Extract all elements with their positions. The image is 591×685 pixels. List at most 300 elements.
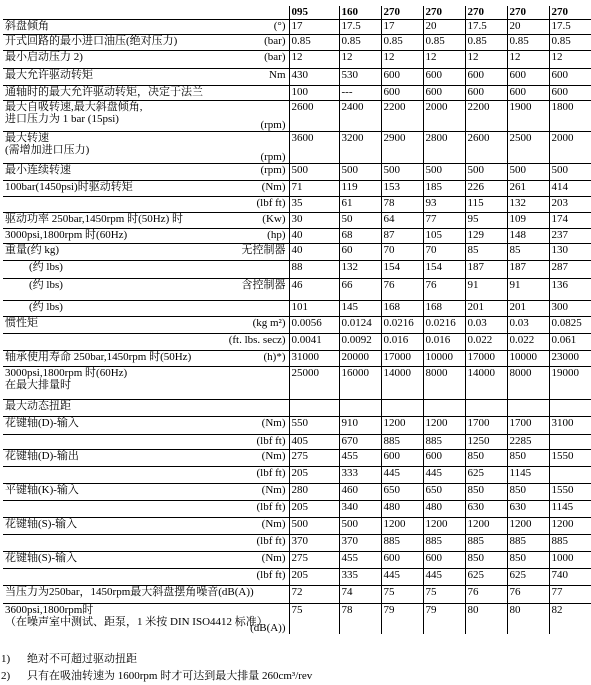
value-cell: 0.85 xyxy=(507,34,549,50)
value-cell: 885 xyxy=(507,534,549,551)
value-cell: 17.5 xyxy=(549,19,591,34)
value-cell: 14000 xyxy=(465,366,507,399)
value-cell: 600 xyxy=(381,449,423,466)
value-cell: 275 xyxy=(289,449,339,466)
row-unit: (lbf ft) xyxy=(256,534,286,547)
row-unit: 无控制器 xyxy=(241,243,286,256)
table-row xyxy=(3,228,591,243)
footnote-text: 绝对不可超过驱动扭距 xyxy=(27,653,137,665)
value-cell: 12 xyxy=(381,50,423,68)
value-cell: 0.061 xyxy=(549,333,591,350)
table-header-row xyxy=(3,6,591,19)
value-cell: 71 xyxy=(289,180,339,196)
value-cell: 136 xyxy=(549,278,591,300)
value-cell: 10000 xyxy=(423,350,465,366)
value-cell: 0.0092 xyxy=(339,333,381,350)
value-cell: 600 xyxy=(549,85,591,100)
value-cell: 0.03 xyxy=(465,316,507,333)
value-cell: 1145 xyxy=(507,466,549,483)
value-cell: 145 xyxy=(339,300,381,316)
value-cell: 132 xyxy=(507,196,549,212)
value-cell xyxy=(507,399,549,416)
value-cell: 0.85 xyxy=(289,34,339,50)
table-row xyxy=(3,350,591,366)
row-unit: (Nm) xyxy=(261,180,286,193)
value-cell: 600 xyxy=(423,68,465,85)
row-label: (约 lbs) xyxy=(29,260,63,273)
row-label: (约 lbs) xyxy=(29,300,63,313)
value-cell: 77 xyxy=(549,585,591,603)
row-label: 最大转速 (需增加进口压力) xyxy=(5,131,90,156)
row-label-cell xyxy=(3,163,289,180)
value-cell: 650 xyxy=(423,483,465,500)
row-label-cell xyxy=(3,551,289,568)
value-cell: 850 xyxy=(465,551,507,568)
row-label: 重量(约 kg) xyxy=(5,243,60,256)
value-cell: 76 xyxy=(465,585,507,603)
value-cell: 12 xyxy=(507,50,549,68)
value-cell: 72 xyxy=(289,585,339,603)
row-label-cell xyxy=(3,19,289,34)
value-cell: 75 xyxy=(289,603,339,634)
value-cell: 0.022 xyxy=(507,333,549,350)
table-row xyxy=(3,551,591,568)
table-row xyxy=(3,212,591,228)
value-cell: 17.5 xyxy=(465,19,507,34)
row-label-cell xyxy=(3,483,289,500)
row-label-cell xyxy=(3,50,289,68)
value-cell: 60 xyxy=(339,243,381,260)
table-row xyxy=(3,416,591,434)
model-header: 270 xyxy=(549,6,591,19)
row-label-cell xyxy=(3,196,289,212)
footnotes xyxy=(0,651,591,685)
value-cell: 129 xyxy=(465,228,507,243)
value-cell: 185 xyxy=(423,180,465,196)
row-label-cell xyxy=(3,278,289,300)
value-cell: 630 xyxy=(507,500,549,517)
row-label-cell xyxy=(3,131,289,163)
value-cell: 100 xyxy=(289,85,339,100)
value-cell: 75 xyxy=(381,585,423,603)
value-cell: 87 xyxy=(381,228,423,243)
row-label: 斜盘倾角 xyxy=(5,19,49,32)
value-cell: 78 xyxy=(339,603,381,634)
row-label-cell xyxy=(3,350,289,366)
table-row xyxy=(3,534,591,551)
value-cell: 237 xyxy=(549,228,591,243)
value-cell: 23000 xyxy=(549,350,591,366)
value-cell: 500 xyxy=(289,517,339,534)
value-cell xyxy=(423,399,465,416)
value-cell: 0.85 xyxy=(381,34,423,50)
value-cell: 2600 xyxy=(465,131,507,163)
row-unit: (Nm) xyxy=(261,449,286,462)
value-cell: 12 xyxy=(549,50,591,68)
value-cell: 88 xyxy=(289,260,339,278)
value-cell: 1200 xyxy=(381,517,423,534)
value-cell: 70 xyxy=(381,243,423,260)
row-unit: (lbf ft) xyxy=(256,466,286,479)
row-unit: (rpm) xyxy=(260,118,286,131)
value-cell: 2000 xyxy=(549,131,591,163)
value-cell: 154 xyxy=(381,260,423,278)
row-label: 最大允许驱动转矩 xyxy=(5,68,93,81)
row-label-cell xyxy=(3,243,289,260)
table-row xyxy=(3,34,591,50)
table-row xyxy=(3,68,591,85)
value-cell: 445 xyxy=(381,568,423,585)
value-cell: 910 xyxy=(339,416,381,434)
value-cell: 455 xyxy=(339,551,381,568)
value-cell: 25000 xyxy=(289,366,339,399)
value-cell: 68 xyxy=(339,228,381,243)
value-cell: 500 xyxy=(339,163,381,180)
value-cell: 455 xyxy=(339,449,381,466)
value-cell: 885 xyxy=(381,534,423,551)
row-label-cell xyxy=(3,534,289,551)
row-label-cell xyxy=(3,333,289,350)
value-cell: 75 xyxy=(423,585,465,603)
value-cell xyxy=(549,466,591,483)
value-cell: 670 xyxy=(339,434,381,449)
value-cell: 600 xyxy=(423,551,465,568)
value-cell: 430 xyxy=(289,68,339,85)
value-cell: 0.85 xyxy=(549,34,591,50)
value-cell: 1200 xyxy=(381,416,423,434)
table-row xyxy=(3,100,591,131)
row-unit: (Nm) xyxy=(261,483,286,496)
value-cell: 0.85 xyxy=(465,34,507,50)
footnote-text: 只有在吸油转速为 1600rpm 时才可达到最大排量 260cm³/rev xyxy=(27,670,313,682)
table-row xyxy=(3,180,591,196)
value-cell: 850 xyxy=(465,449,507,466)
value-cell: 77 xyxy=(423,212,465,228)
value-cell: 0.0216 xyxy=(381,316,423,333)
value-cell: 0.0041 xyxy=(289,333,339,350)
value-cell: 885 xyxy=(423,434,465,449)
row-label-cell xyxy=(3,260,289,278)
value-cell: 850 xyxy=(507,483,549,500)
row-label: 惯性矩 xyxy=(5,316,38,329)
value-cell: 0.016 xyxy=(423,333,465,350)
value-cell: 10000 xyxy=(507,350,549,366)
value-cell: 405 xyxy=(289,434,339,449)
row-label-cell xyxy=(3,517,289,534)
value-cell: 650 xyxy=(381,483,423,500)
row-unit: (kg m²) xyxy=(252,316,286,329)
row-label-cell xyxy=(3,366,289,399)
row-unit: (°) xyxy=(273,19,286,32)
value-cell: 8000 xyxy=(507,366,549,399)
value-cell: 600 xyxy=(423,449,465,466)
value-cell: 115 xyxy=(465,196,507,212)
model-header: 270 xyxy=(465,6,507,19)
value-cell: 600 xyxy=(549,68,591,85)
value-cell: 17 xyxy=(381,19,423,34)
row-label-cell xyxy=(3,585,289,603)
value-cell xyxy=(289,399,339,416)
value-cell xyxy=(381,399,423,416)
value-cell: 0.03 xyxy=(507,316,549,333)
table-row xyxy=(3,483,591,500)
value-cell: 40 xyxy=(289,228,339,243)
row-unit: (hp) xyxy=(267,228,286,241)
value-cell: 2500 xyxy=(507,131,549,163)
row-unit: (h)*) xyxy=(263,350,286,363)
model-header: 270 xyxy=(423,6,465,19)
table-row xyxy=(3,50,591,68)
value-cell: 445 xyxy=(381,466,423,483)
value-cell: 1550 xyxy=(549,449,591,466)
value-cell: 226 xyxy=(465,180,507,196)
table-row xyxy=(3,517,591,534)
row-label: 最大自吸转速,最大斜盘倾角, 进口压力为 1 bar (15psi) xyxy=(5,100,143,125)
value-cell: 2600 xyxy=(289,100,339,131)
value-cell: 74 xyxy=(339,585,381,603)
value-cell xyxy=(549,434,591,449)
row-unit: (bar) xyxy=(264,34,286,47)
value-cell: 500 xyxy=(465,163,507,180)
value-cell: 19000 xyxy=(549,366,591,399)
row-label: 平键轴(K)-输入 xyxy=(5,483,79,496)
table-row xyxy=(3,585,591,603)
row-label-cell xyxy=(3,500,289,517)
value-cell: 600 xyxy=(507,68,549,85)
value-cell: 50 xyxy=(339,212,381,228)
row-label: 100bar(1450psi)时驱动转矩 xyxy=(5,180,133,193)
row-label: 花键轴(D)-输入 xyxy=(5,416,79,429)
value-cell: 1900 xyxy=(507,100,549,131)
value-cell: --- xyxy=(339,85,381,100)
value-cell: 148 xyxy=(507,228,549,243)
value-cell: 95 xyxy=(465,212,507,228)
row-label: 最小启动压力 2) xyxy=(5,50,83,63)
row-unit: (Nm) xyxy=(261,551,286,564)
value-cell: 1145 xyxy=(549,500,591,517)
footnote-number: 2) xyxy=(1,670,11,682)
row-label-cell xyxy=(3,399,289,416)
row-label-cell xyxy=(3,466,289,483)
value-cell: 168 xyxy=(381,300,423,316)
value-cell: 153 xyxy=(381,180,423,196)
table-row xyxy=(3,333,591,350)
table-row xyxy=(3,163,591,180)
value-cell: 12 xyxy=(465,50,507,68)
table-row xyxy=(3,603,591,634)
value-cell: 2200 xyxy=(465,100,507,131)
value-cell: 187 xyxy=(507,260,549,278)
value-cell: 0.022 xyxy=(465,333,507,350)
value-cell xyxy=(465,399,507,416)
row-label-cell xyxy=(3,180,289,196)
row-label-cell xyxy=(3,34,289,50)
value-cell: 205 xyxy=(289,568,339,585)
value-cell: 203 xyxy=(549,196,591,212)
value-cell: 119 xyxy=(339,180,381,196)
row-unit: (Nm) xyxy=(261,517,286,530)
value-cell: 480 xyxy=(423,500,465,517)
value-cell: 287 xyxy=(549,260,591,278)
row-label-cell xyxy=(3,603,289,634)
value-cell: 35 xyxy=(289,196,339,212)
value-cell: 300 xyxy=(549,300,591,316)
table-row xyxy=(3,434,591,449)
value-cell: 0.85 xyxy=(339,34,381,50)
row-label: 3000psi,1800rpm 时(60Hz) 在最大排量时 xyxy=(5,366,128,391)
value-cell: 850 xyxy=(465,483,507,500)
value-cell: 500 xyxy=(339,517,381,534)
model-header: 095 xyxy=(289,6,339,19)
row-label-cell xyxy=(3,68,289,85)
value-cell: 500 xyxy=(289,163,339,180)
value-cell: 0.0825 xyxy=(549,316,591,333)
table-row xyxy=(3,466,591,483)
value-cell: 261 xyxy=(507,180,549,196)
value-cell: 625 xyxy=(465,466,507,483)
value-cell: 1800 xyxy=(549,100,591,131)
value-cell: 80 xyxy=(507,603,549,634)
spec-table xyxy=(3,6,591,634)
value-cell: 101 xyxy=(289,300,339,316)
row-label-cell xyxy=(3,416,289,434)
value-cell: 0.016 xyxy=(381,333,423,350)
value-cell: 280 xyxy=(289,483,339,500)
model-header: 270 xyxy=(507,6,549,19)
value-cell: 1700 xyxy=(465,416,507,434)
value-cell: 460 xyxy=(339,483,381,500)
table-row xyxy=(3,243,591,260)
value-cell: 0.0056 xyxy=(289,316,339,333)
row-label: 3600psi,1800rpm时 （在噪声室中测试、距泵，1 米按 DIN ISO4412 标准） xyxy=(5,603,268,628)
model-header: 160 xyxy=(339,6,381,19)
value-cell: 500 xyxy=(423,163,465,180)
value-cell: 85 xyxy=(507,243,549,260)
value-cell: 445 xyxy=(423,466,465,483)
row-unit: Nm xyxy=(269,68,286,81)
value-cell: 1550 xyxy=(549,483,591,500)
footnote-number: 1) xyxy=(1,653,11,665)
value-cell: 174 xyxy=(549,212,591,228)
value-cell: 80 xyxy=(465,603,507,634)
value-cell: 130 xyxy=(549,243,591,260)
value-cell: 0.85 xyxy=(423,34,465,50)
value-cell: 885 xyxy=(465,534,507,551)
value-cell: 3200 xyxy=(339,131,381,163)
row-label-cell xyxy=(3,300,289,316)
value-cell: 20 xyxy=(507,19,549,34)
value-cell: 205 xyxy=(289,500,339,517)
row-label: 花键轴(S)-输入 xyxy=(5,517,78,530)
value-cell: 79 xyxy=(381,603,423,634)
value-cell: 1200 xyxy=(507,517,549,534)
value-cell: 1700 xyxy=(507,416,549,434)
table-row xyxy=(3,19,591,34)
value-cell: 17 xyxy=(289,19,339,34)
row-unit: (Nm) xyxy=(261,416,286,429)
value-cell xyxy=(549,399,591,416)
table-row xyxy=(3,366,591,399)
value-cell: 17.5 xyxy=(339,19,381,34)
value-cell: 500 xyxy=(507,163,549,180)
value-cell: 414 xyxy=(549,180,591,196)
table-row xyxy=(3,300,591,316)
value-cell: 850 xyxy=(507,449,549,466)
value-cell: 630 xyxy=(465,500,507,517)
value-cell: 76 xyxy=(507,585,549,603)
value-cell: 275 xyxy=(289,551,339,568)
table-row xyxy=(3,316,591,333)
row-unit: (rpm) xyxy=(260,150,286,163)
row-label: 花键轴(D)-输出 xyxy=(5,449,79,462)
value-cell: 17000 xyxy=(465,350,507,366)
value-cell: 2000 xyxy=(423,100,465,131)
value-cell: 64 xyxy=(381,212,423,228)
value-cell: 0.0124 xyxy=(339,316,381,333)
row-label-cell xyxy=(3,228,289,243)
table-row xyxy=(3,196,591,212)
row-label: 开式回路的最小进口油压(绝对压力) xyxy=(5,34,178,47)
value-cell: 500 xyxy=(549,163,591,180)
row-unit: (Kw) xyxy=(262,212,286,225)
value-cell: 500 xyxy=(381,163,423,180)
value-cell: 2200 xyxy=(381,100,423,131)
table-row xyxy=(3,568,591,585)
table-row xyxy=(3,278,591,300)
value-cell: 20 xyxy=(423,19,465,34)
row-label: 3000psi,1800rpm 时(60Hz) xyxy=(5,228,128,241)
row-unit: (ft. lbs. secz) xyxy=(228,333,286,346)
value-cell: 40 xyxy=(289,243,339,260)
value-cell: 31000 xyxy=(289,350,339,366)
table-row xyxy=(3,399,591,416)
row-label: 最大动态扭距 xyxy=(5,399,71,412)
row-label: 轴承使用寿命 250bar,1450rpm 时(50Hz) xyxy=(5,350,192,363)
value-cell: 1200 xyxy=(423,517,465,534)
value-cell: 168 xyxy=(423,300,465,316)
row-label-cell xyxy=(3,434,289,449)
value-cell: 201 xyxy=(465,300,507,316)
value-cell: 480 xyxy=(381,500,423,517)
row-label-cell xyxy=(3,316,289,333)
value-cell: 600 xyxy=(381,68,423,85)
value-cell: 600 xyxy=(465,85,507,100)
value-cell: 340 xyxy=(339,500,381,517)
value-cell: 76 xyxy=(381,278,423,300)
value-cell: 16000 xyxy=(339,366,381,399)
value-cell: 61 xyxy=(339,196,381,212)
value-cell: 370 xyxy=(339,534,381,551)
row-label-cell xyxy=(3,85,289,100)
value-cell: 2400 xyxy=(339,100,381,131)
value-cell: 1200 xyxy=(549,517,591,534)
value-cell: 201 xyxy=(507,300,549,316)
row-unit: (rpm) xyxy=(260,163,286,176)
footnote xyxy=(0,651,591,668)
value-cell: 93 xyxy=(423,196,465,212)
row-unit: (lbf ft) xyxy=(256,500,286,513)
value-cell: 12 xyxy=(423,50,465,68)
value-cell: 885 xyxy=(381,434,423,449)
value-cell: 20000 xyxy=(339,350,381,366)
value-cell: 370 xyxy=(289,534,339,551)
value-cell: 132 xyxy=(339,260,381,278)
table-row xyxy=(3,449,591,466)
value-cell: 8000 xyxy=(423,366,465,399)
row-unit: 含控制器 xyxy=(241,278,286,291)
value-cell: 14000 xyxy=(381,366,423,399)
value-cell: 2800 xyxy=(423,131,465,163)
